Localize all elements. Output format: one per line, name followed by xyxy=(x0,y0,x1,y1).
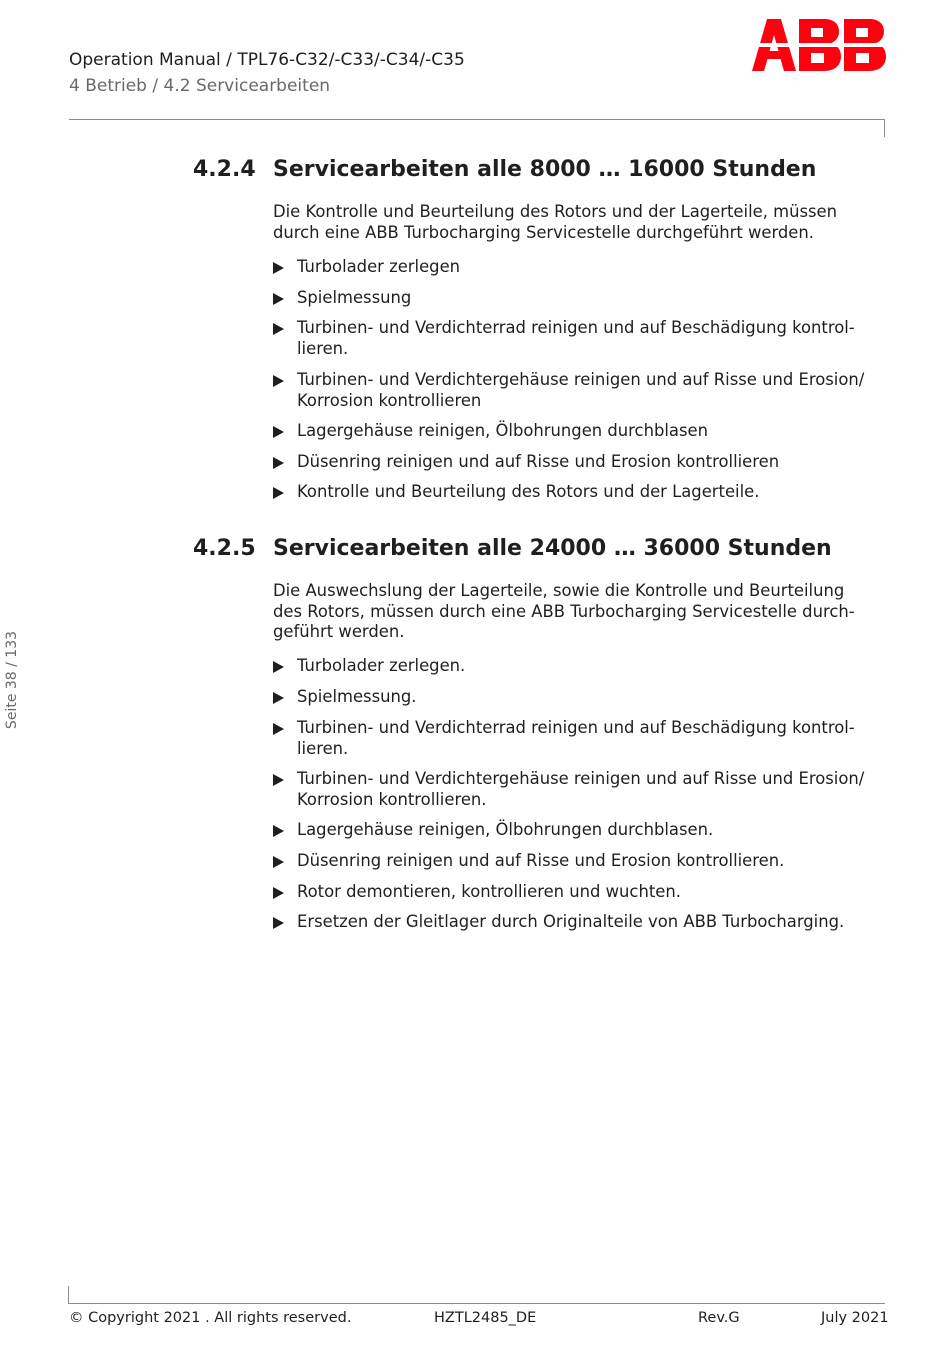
intro-line: durch eine ABB Turbocharging Servicestelle durchgeführt werden. xyxy=(273,222,814,242)
bullet-arrow-icon xyxy=(273,661,284,673)
list-item-text: Kontrolle und Beurteilung des Rotors und der Lagerteile. xyxy=(297,482,760,501)
header-divider-tick xyxy=(884,119,885,137)
footer-date: July 2021 xyxy=(821,1310,889,1326)
list-item-text: Spielmessung. xyxy=(297,687,417,706)
section-number: 4.2.4 xyxy=(193,157,256,182)
bullet-arrow-icon xyxy=(273,774,284,786)
list-item-text: Korrosion kontrollieren. xyxy=(297,789,487,809)
list-item-text: Lagergehäuse reinigen, Ölbohrungen durchblasen. xyxy=(297,820,714,839)
footer-revision: Rev.G xyxy=(698,1310,740,1326)
bullet-arrow-icon xyxy=(273,825,284,837)
section-number: 4.2.5 xyxy=(193,536,256,561)
bullet-arrow-icon xyxy=(273,375,284,387)
intro-line: des Rotors, müssen durch eine ABB Turbocharging Servicestelle durch- xyxy=(273,601,855,621)
bullet-arrow-icon xyxy=(273,487,284,499)
list-item-text: Rotor demontieren, kontrollieren und wuchten. xyxy=(297,882,681,901)
intro-line: Die Auswechslung der Lagerteile, sowie die Kontrolle und Beurteilung xyxy=(273,581,845,600)
breadcrumb: 4 Betrieb / 4.2 Servicearbeiten xyxy=(69,76,331,96)
list-item-text: Turbinen- und Verdichterrad reinigen und auf Beschädigung kontrol- xyxy=(297,318,855,337)
bullet-arrow-icon xyxy=(273,293,284,305)
bullet-arrow-icon xyxy=(273,887,284,899)
page-number: Seite 38 / 133 xyxy=(4,630,20,730)
bullet-arrow-icon xyxy=(273,323,284,335)
list-item-text: Spielmessung xyxy=(297,288,412,307)
intro-line: geführt werden. xyxy=(273,622,405,641)
intro-line: Die Kontrolle und Beurteilung des Rotors und der Lagerteile, müssen xyxy=(273,202,838,221)
footer-document-id: HZTL2485_DE xyxy=(434,1310,537,1326)
list-item-text: lieren. xyxy=(297,738,349,758)
bullet-arrow-icon xyxy=(273,856,284,868)
footer-divider xyxy=(68,1303,885,1304)
header-divider xyxy=(69,119,885,120)
list-item-text: lieren. xyxy=(297,338,349,358)
bullet-arrow-icon xyxy=(273,457,284,469)
section-heading: Servicearbeiten alle 8000 … 16000 Stunden xyxy=(273,157,817,182)
list-item-text: Turbolader zerlegen. xyxy=(297,656,466,675)
bullet-arrow-icon xyxy=(273,692,284,704)
list-item-text: Turbinen- und Verdichtergehäuse reinigen und auf Risse und Erosion/ xyxy=(297,370,865,389)
list-item-text: Lagergehäuse reinigen, Ölbohrungen durchblasen xyxy=(297,421,708,440)
bullet-arrow-icon xyxy=(273,723,284,735)
footer-copyright: © Copyright 2021 . All rights reserved. xyxy=(69,1310,352,1326)
list-item-text: Turbinen- und Verdichterrad reinigen und auf Beschädigung kontrol- xyxy=(297,718,855,737)
list-item-text: Turbolader zerlegen xyxy=(297,257,461,276)
bullet-arrow-icon xyxy=(273,917,284,929)
list-item-text: Turbinen- und Verdichtergehäuse reinigen und auf Risse und Erosion/ xyxy=(297,769,865,788)
section-intro xyxy=(273,202,873,243)
section-intro xyxy=(273,581,873,643)
bullet-arrow-icon xyxy=(273,262,284,274)
list-item-text: Korrosion kontrollieren xyxy=(297,390,482,410)
document-title: Operation Manual / TPL76-C32/-C33/-C34/-C35 xyxy=(69,50,465,70)
list-item-text: Düsenring reinigen und auf Risse und Erosion kontrollieren xyxy=(297,452,780,471)
bullet-arrow-icon xyxy=(273,426,284,438)
list-item-text: Düsenring reinigen und auf Risse und Erosion kontrollieren. xyxy=(297,851,785,870)
section-heading: Servicearbeiten alle 24000 … 36000 Stunden xyxy=(273,536,832,561)
abb-logo xyxy=(752,19,886,71)
footer-divider-tick xyxy=(68,1286,69,1304)
list-item-text: Ersetzen der Gleitlager durch Originalteile von ABB Turbocharging. xyxy=(297,912,845,931)
